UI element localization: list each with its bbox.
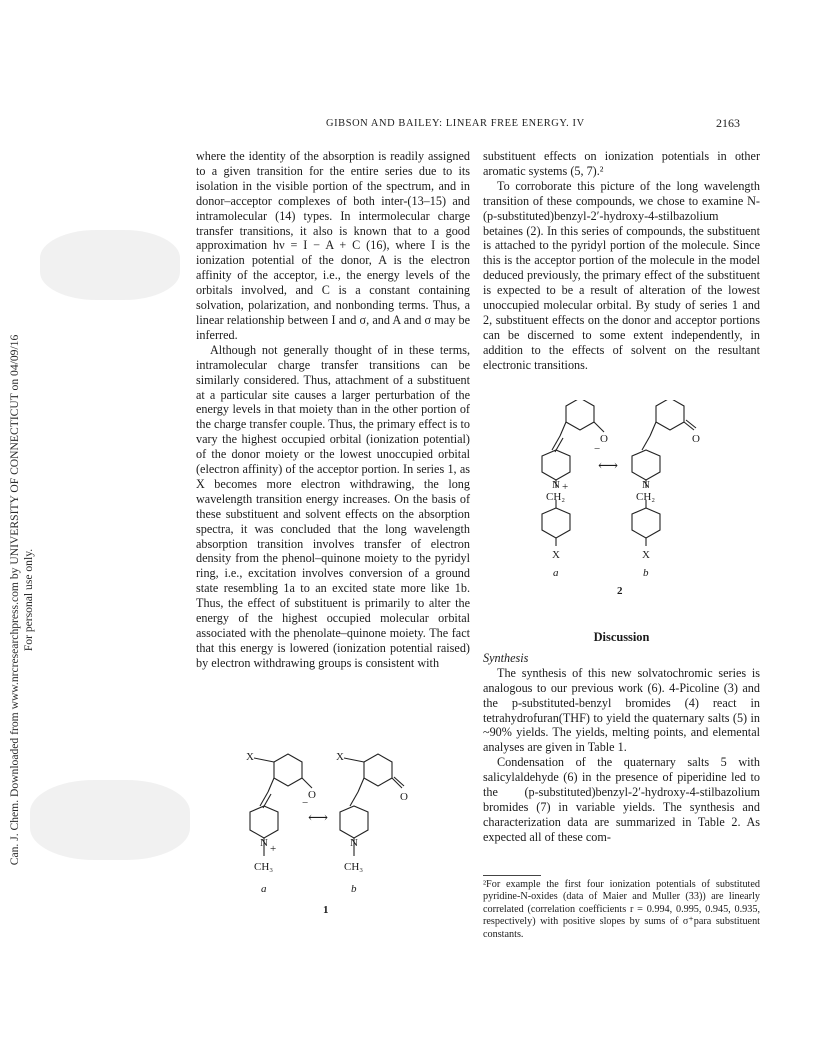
compound-number: 2 [617,585,623,597]
oxygen-label: O [308,789,316,801]
methylene-label: CH₂ [636,491,656,503]
download-notice-line2: For personal use only. [22,548,35,652]
form-b-label: b [643,567,649,579]
negative-charge-label: − [594,443,601,455]
paragraph: To corroborate this picture of the long wavelength transition of these compounds, we chose to examine N-(p-substituted)benzyl-2′-hydroxy-4-stilbazolium betaines (2). In this series of compounds, the substituent is attached to the pyridyl portion of the molecule. Since this is the acceptor portion of the molecule in the model deduced previously, the primary effect of the substituent is expected to be a result of alteration of the lowest unoccupied molecular orbital. By study of series 1 and 2, substituent effects on the donor and acceptor portions can be discerned to some extent independently, in addition to the effects of solvent on the resultant electronic transitions. [483,178,760,372]
scan-blemish [40,230,180,300]
structure-2-diagram [520,400,720,600]
paragraph: Condensation of the quaternary salts 5 with salicylaldehyde (6) in the presence of piperidine led to the (p-substituted)benzyl-2′-hydroxy-4-stilbazolium bromides (7) in variable yields. The synthesis and characterization data are summarized in Table 2. As expected all of these com- [483,755,760,844]
oxygen-label: O [400,791,408,803]
download-notice [8,270,36,990]
paragraph: substituent effects on ionization potentials in other aromatic systems (5, 7).² [483,149,760,178]
section-heading: Discussion [593,630,650,644]
methylene-label: CH₂ [546,491,566,503]
nitrogen-label: N [552,479,560,491]
footnote: ²For example the first four ionization potentials of substituted pyridine-N-oxides (data of Maier and Muller (33)) are linearly correlated (correlation coefficients r = 0.994, 0.995, 0.945, 0.935, respectively) with positive slopes by sums of σ⁺para substituent constants. [483,879,760,940]
nitrogen-label: N [260,837,268,849]
form-a-label: a [553,567,559,579]
positive-charge-label: + [270,843,277,855]
download-notice-line1: Can. J. Chem. Downloaded from www.nrcresearchpress.com by UNIVERSITY OF CONNECTICUT on 04/09/16 [8,334,21,866]
oxygen-label: O [600,433,608,445]
nitrogen-label: N [350,837,358,849]
form-a-label: a [261,883,267,895]
paragraph: The synthesis of this new solvatochromic series is analogous to our previous work (6). 4-Picoline (3) and the p-substituted-benzyl bromides (4) react in tetrahydrofuran(THF) to yield the quaternary salts (5) in ~90% yields. The yields, melting points, and elemental analyses are given in Table 1. [483,665,760,755]
left-column [196,149,470,671]
compound-number: 1 [323,904,329,916]
scan-blemish [30,780,190,860]
resonance-arrow: ⟷ [598,459,619,474]
substituent-x-label: X [246,751,254,763]
negative-charge-label: − [302,797,309,809]
substituent-x-label: X [642,549,650,561]
subsection-heading: Synthesis [483,650,529,665]
nitrogen-label: N [642,479,650,491]
form-b-label: b [351,883,357,895]
positive-charge-label: + [562,481,569,493]
methyl-label: CH₃ [344,861,364,873]
substituent-x-label: X [336,751,344,763]
resonance-arrow: ⟷ [308,811,329,826]
running-head: GIBSON AND BAILEY: LINEAR FREE ENERGY. IV [326,118,585,129]
methyl-label: CH₃ [254,861,274,873]
paragraph: where the identity of the absorption is readily assigned to a given transition for the entire series due to its isolation in the visible portion of the spectrum, and in donor–acceptor complexes of both inter-(13–15) and intramolecular (14) types. In intermolecular charge transfer transitions, it also is known that to a good approximation hν = I − A + C (16), where I is the ionization potential of the donor, A is the electron affinity of the acceptor, i.e., the energy levels of the orbitals involved, and C is a constant containing solvation, polarization, and nonbonding terms. Thus, a linear relationship between I and σ, and A and σ may be inferred. [196,149,470,342]
substituent-x-label: X [552,549,560,561]
right-column-bottom [483,630,760,845]
paragraph: Although not generally thought of in these terms, intramolecular charge transfer transitions can be similarly considered. Thus, attachment of a substituent at a particular site causes a larger perturbation of the energy levels in that moiety than in the other portion of the charge transfer couple. Thus, the primary effect is to vary the highest occupied orbital (ionization potential) of the donor moiety or the lowest unoccupied orbital (electron affinity) of the acceptor portion. In series 1, as X becomes more electron withdrawing, the long wavelength transition energy increases. On the basis of these substituent and solvent effects on the absorption spectra, it was concluded that the long wavelength absorption transition involves transfer of electron density from the phenol–quinone moiety to the pyridyl ring, i.e., excitation involves conversion of a ground state resembling 1a to an excited state more like 1b. Thus, the effect of substituent is primarily to alter the energy of the highest occupied molecular orbital associated with the phenolate–quinone moiety. The fact that this energy is lowered (ionization potential raised) by electron withdrawing groups is consistent with [196,342,470,670]
oxygen-label: O [692,433,700,445]
structure-1-diagram [228,750,428,920]
footnote-rule [483,875,541,876]
right-column-top [483,149,760,373]
page-number: 2163 [716,116,740,130]
